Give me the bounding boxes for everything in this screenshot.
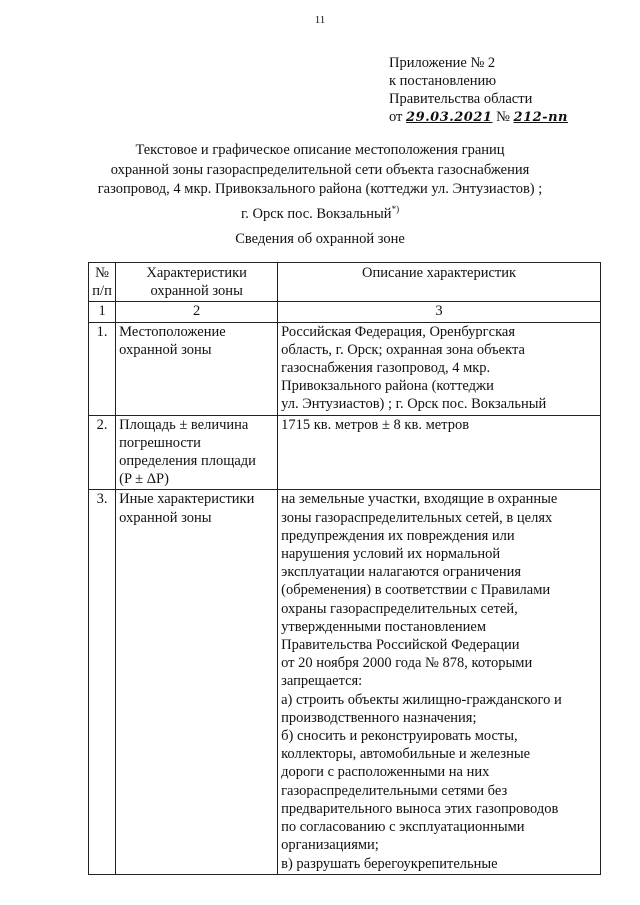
text-line: область, г. Орск; охранная зона объекта [281,341,525,358]
appendix-line-2: к постановлению [389,73,497,89]
row-characteristic [116,415,278,490]
handwritten-date: 29.03.2021 [406,110,493,125]
text-line: от 20 ноября 2000 года № 878, которыми [281,655,533,672]
header-description: Описание характеристик [278,263,601,302]
text-line: запрещается: [281,673,363,690]
header-characteristics: Характеристики охранной зоны [116,263,278,302]
text-line: охранной зоны [119,341,212,358]
text-line: предварительного выноса этих газопроводов [281,800,559,817]
table-column-numbers-row [89,302,601,322]
document-title [60,141,580,224]
row-characteristic [116,490,278,874]
column-number-2: 2 [116,302,278,322]
row-description [278,490,601,874]
text-line: эксплуатации налагаются ограничения [281,564,522,581]
section-subtitle: Сведения об охранной зоне [235,231,405,247]
text-line: Привокзального района (коттеджи [281,378,494,395]
row-description [278,415,601,490]
text-line: Правительства Российской Федерации [281,637,520,654]
table-row-other [89,490,601,874]
text-line: коллекторы, автомобильные и железные [281,746,531,763]
text-line: а) строить объекты жилищно-гражданского и [281,691,562,708]
title-line-3: газопровод, 4 мкр. Привокзального района (коттеджи ул. Энтузиастов) ; [97,181,543,197]
text-line: утвержденными постановлением [281,618,487,635]
row-characteristic [116,322,278,415]
text-line: зоны газораспределительных сетей, в целях [281,509,553,526]
appendix-line-3: Правительства области [389,91,533,107]
text-line: ул. Энтузиастов) ; г. Орск пос. Вокзальный [281,396,547,413]
text-line: производственного назначения; [281,709,477,726]
text-line: определения площади [119,453,256,470]
from-label: от [389,109,403,125]
appendix-line-4 [389,108,568,127]
text-line: Местоположение [119,323,226,340]
text-line: Площадь ± величина [119,416,249,433]
text-line: (P ± ΔP) [119,471,169,488]
title-line-1: Текстовое и графическое описание местоположения границ [135,142,505,158]
header-number: № п/п [89,263,116,302]
text-line: в) разрушать берегоукрепительные [281,855,498,872]
text-line: б) сносить и реконструировать мосты, [281,728,518,745]
title-line-4 [60,200,580,224]
text-line: предупреждения их повреждения или [281,527,515,544]
text-line: охраны газораспределительных сетей, [281,600,518,617]
appendix-block [389,54,568,127]
appendix-line-1: Приложение № 2 [389,55,496,71]
page-number: 11 [314,14,326,26]
column-number-1: 1 [89,302,116,322]
text-line: нарушения условий их нормальной [281,546,501,563]
number-label: № [496,109,510,125]
text-line: погрешности [119,434,201,451]
text-line: дороги с расположенными на них [281,764,490,781]
column-number-3: 3 [278,302,601,322]
title-line-4-text: г. Орск пос. Вокзальный [240,205,392,222]
row-number: 2. [89,415,116,490]
footnote-mark: *) [391,203,400,214]
zone-info-table [88,262,601,875]
text-line: газоснабжения газопровод, 4 мкр. [281,360,491,377]
text-line: газораспределительными сетями без [281,782,508,799]
row-description [278,322,601,415]
text-line: охранной зоны [119,509,212,526]
table-header-row [89,263,601,302]
table-row-area [89,415,601,490]
handwritten-number: 212-пп [513,110,568,125]
text-line: на земельные участки, входящие в охранные [281,491,558,508]
row-number: 1. [89,322,116,415]
text-line: 1715 кв. метров ± 8 кв. метров [281,416,470,433]
text-line: организациями; [281,837,379,854]
text-line: (обременения) в соответствии с Правилами [281,582,551,599]
row-number: 3. [89,490,116,874]
text-line: Российская Федерация, Оренбургская [281,323,515,340]
title-line-2: охранной зоны газораспределительной сети объекта газоснабжения [110,161,530,178]
table-row-location [89,322,601,415]
text-line: по согласованию с эксплуатационными [281,819,525,836]
text-line: Иные характеристики [119,491,255,508]
